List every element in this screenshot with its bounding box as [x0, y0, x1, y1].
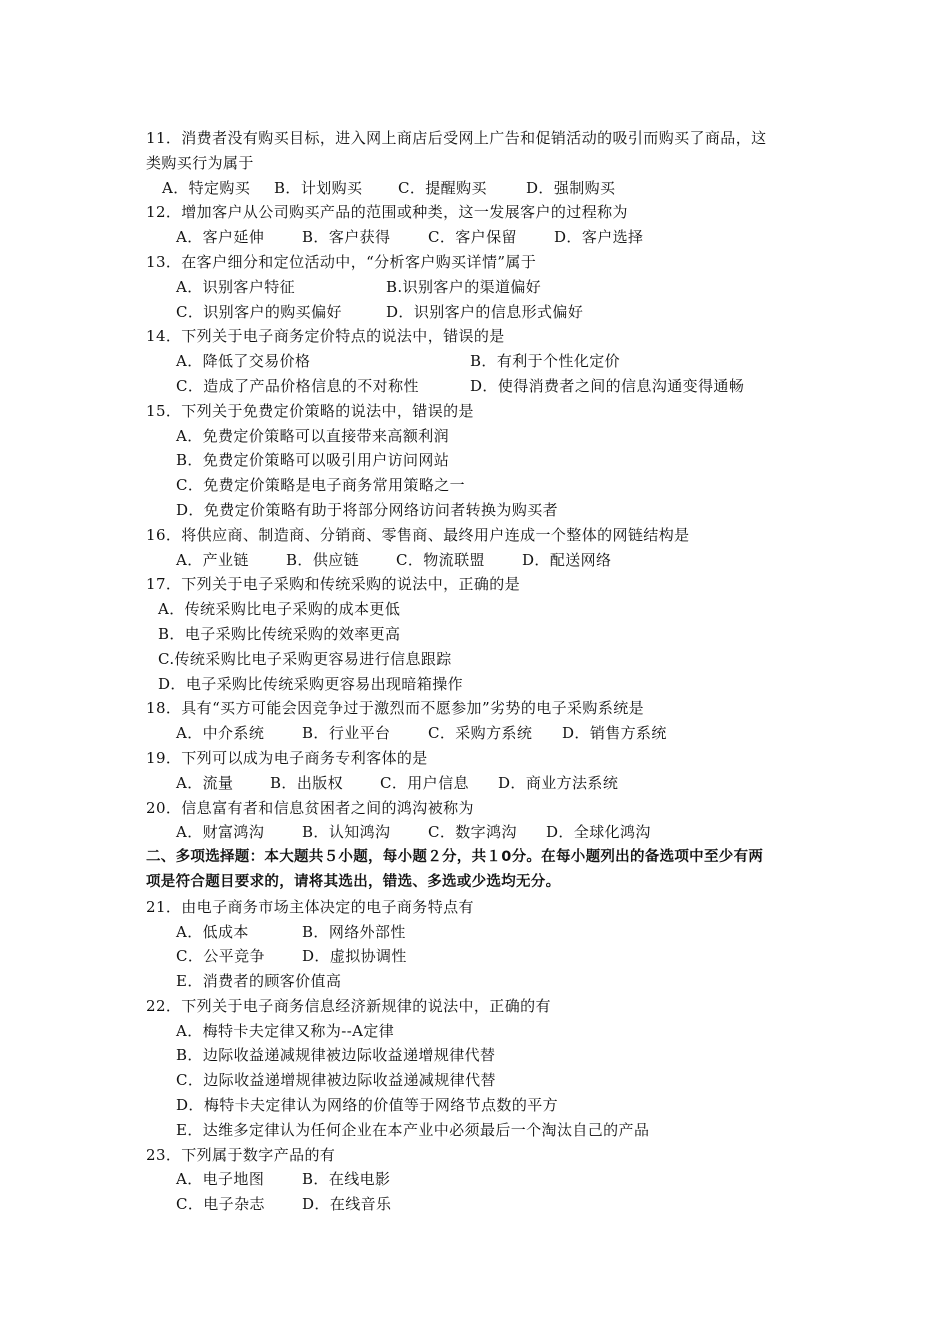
question-13-stem: 13．在客户细分和定位活动中，“分析客户购买详情”属于: [146, 252, 537, 271]
question-21-options-row2: [146, 944, 826, 969]
option-a: A．客户延伸: [176, 228, 265, 247]
option-c: C．数字鸿沟: [428, 823, 517, 842]
option-b: B．认知鸿沟: [302, 823, 391, 842]
question-22-stem: 22．下列关于电子商务信息经济新规律的说法中，正确的有: [146, 996, 551, 1015]
option-c: C．识别客户的购买偏好: [176, 302, 342, 321]
option-e: E．达维多定律认为任何企业在本产业中必须最后一个淘汰自己的产品: [176, 1120, 650, 1139]
option-d: D．客户选择: [554, 228, 644, 247]
question-17-stem: 17．下列关于电子采购和传统采购的说法中，正确的是: [146, 575, 521, 594]
question-13-options-row2: [146, 300, 826, 325]
option-d: D．在线音乐: [302, 1195, 392, 1214]
option-a: A．梅特卡夫定律又称为--A定律: [176, 1021, 395, 1040]
question-14-stem: 14．下列关于电子商务定价特点的说法中，错误的是: [146, 327, 505, 346]
exam-page: [146, 126, 826, 1217]
option-c: C．采购方系统: [428, 724, 533, 743]
option-d: D．全球化鸿沟: [546, 823, 651, 842]
option-b: B．免费定价策略可以吸引用户访问网站: [176, 451, 450, 470]
question-20-stem: 20．信息富有者和信息贫困者之间的鸿沟被称为: [146, 798, 474, 817]
option-b: B．在线电影: [302, 1170, 391, 1189]
option-a: A．识别客户特征: [176, 277, 296, 296]
question-21-options-row1: [146, 920, 826, 945]
option-b: B．电子采购比传统采购的效率更高: [158, 624, 401, 643]
question-18-stem: 18．具有“买方可能会因竞争过于激烈而不愿参加”劣势的电子采购系统是: [146, 699, 645, 718]
option-b: B．有利于个性化定价: [470, 352, 621, 371]
option-d: D．虚拟协调性: [302, 947, 407, 966]
question-19-stem: 19．下列可以成为电子商务专利客体的是: [146, 748, 428, 767]
question-11-options: [146, 176, 826, 201]
option-b: B．客户获得: [302, 228, 391, 247]
section-2-heading-line2: 项是符合题目要求的，请将其选出，错选、多选或少选均无分。: [146, 873, 561, 890]
question-11-stem-line2: 类购买行为属于: [146, 153, 254, 172]
option-d: D．免费定价策略有助于将部分网络访问者转换为购买者: [176, 500, 559, 519]
question-20-options: [146, 820, 826, 845]
question-23-options-row1: [146, 1167, 826, 1192]
option-d: D．销售方系统: [562, 724, 667, 743]
option-b: B．供应链: [286, 550, 360, 569]
option-c: C．免费定价策略是电子商务常用策略之一: [176, 476, 466, 495]
option-a: A．财富鸿沟: [176, 823, 265, 842]
option-a: A．传统采购比电子采购的成本更低: [158, 600, 401, 619]
option-b: B．行业平台: [302, 724, 391, 743]
question-23-stem: 23．下列属于数字产品的有: [146, 1145, 336, 1164]
question-19-options: [146, 771, 826, 796]
option-c: C．公平竞争: [176, 947, 265, 966]
option-a: A．流量: [176, 773, 234, 792]
section-2-heading-line1: 二、多项选择题：本大题共５小题，每小题２分，共１0分。在每小题列出的备选项中至少有两: [146, 849, 764, 866]
question-11-stem-line1: 11．消费者没有购买目标，进入网上商店后受网上广告和促销活动的吸引而购买了商品，这: [146, 129, 767, 147]
option-a: A．免费定价策略可以直接带来高额利润: [176, 426, 450, 445]
option-d: D．梅特卡夫定律认为网络的价值等于网络节点数的平方: [176, 1096, 559, 1115]
question-15-stem: 15．下列关于免费定价策略的说法中，错误的是: [146, 401, 474, 420]
question-13-options-row1: [146, 275, 826, 300]
question-14-options-row1: [146, 349, 826, 374]
option-d: D．电子采购比传统采购更容易出现暗箱操作: [158, 674, 464, 693]
question-16-options: [146, 548, 826, 573]
question-12-options: [146, 225, 826, 250]
option-d: D．商业方法系统: [498, 773, 619, 792]
option-c: C．电子杂志: [176, 1195, 265, 1214]
option-c: C．客户保留: [428, 228, 517, 247]
option-b: B．计划购买: [274, 178, 363, 197]
option-d: D．配送网络: [522, 550, 612, 569]
option-c: C．提醒购买: [398, 178, 487, 197]
option-c: C．用户信息: [380, 773, 469, 792]
option-b: B．网络外部性: [302, 922, 406, 941]
question-12-stem: 12．增加客户从公司购买产品的范围或种类，这一发展客户的过程称为: [146, 203, 628, 222]
question-21-stem: 21．由电子商务市场主体决定的电子商务特点有: [146, 897, 474, 916]
question-14-options-row2: [146, 374, 826, 399]
option-c: C．边际收益递增规律被边际收益递减规律代替: [176, 1071, 496, 1090]
option-b: B．出版权: [270, 773, 344, 792]
option-c: C．物流联盟: [396, 550, 485, 569]
option-a: A．特定购买: [162, 178, 251, 197]
question-23-options-row2: [146, 1192, 826, 1217]
option-a: A．电子地图: [176, 1170, 265, 1189]
option-a: A．产业链: [176, 550, 249, 569]
option-c: C．造成了产品价格信息的不对称性: [176, 376, 419, 395]
option-b: B.识别客户的渠道偏好: [386, 277, 542, 296]
question-18-options: [146, 721, 826, 746]
option-a: A．中介系统: [176, 724, 265, 743]
option-e: E．消费者的顾客价值高: [176, 972, 342, 991]
option-c: C.传统采购比电子采购更容易进行信息跟踪: [158, 649, 452, 668]
option-a: A．低成本: [176, 922, 249, 941]
option-b: B．边际收益递减规律被边际收益递增规律代替: [176, 1046, 496, 1065]
option-d: D．识别客户的信息形式偏好: [386, 302, 584, 321]
option-a: A．降低了交易价格: [176, 352, 311, 371]
option-d: D．使得消费者之间的信息沟通变得通畅: [470, 376, 745, 395]
question-16-stem: 16．将供应商、制造商、分销商、零售商、最终用户连成一个整体的网链结构是: [146, 525, 690, 544]
option-d: D．强制购买: [526, 178, 616, 197]
